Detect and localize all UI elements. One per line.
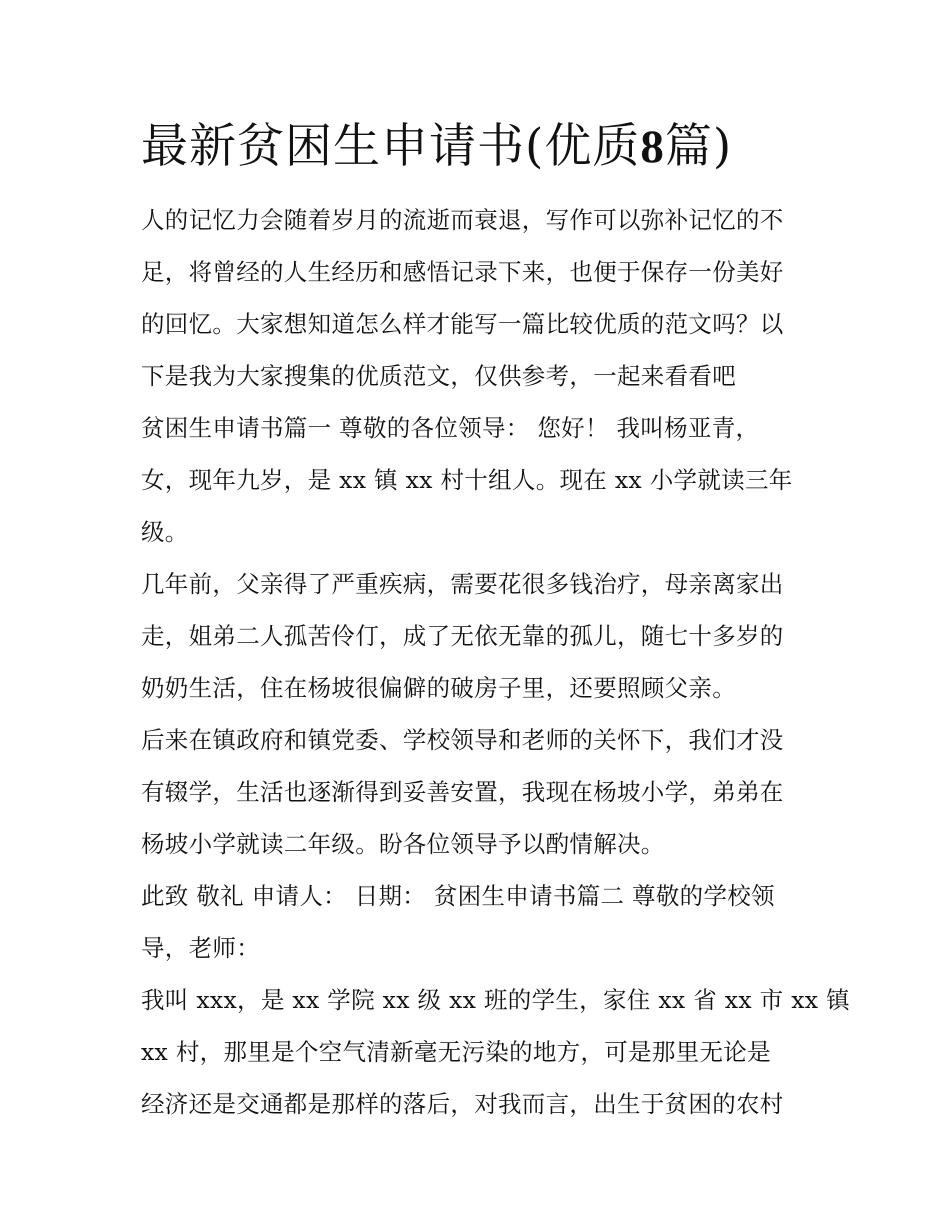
paragraph-letter-two-intro (141, 974, 850, 1130)
text-line: 此致 敬礼 申请人： 日期： 贫困生申请书篇二 尊敬的学校领 (141, 882, 775, 910)
text-line: 人的记忆力会随着岁月的流逝而衰退，写作可以弥补记忆的不 (141, 206, 784, 234)
text-line: 奶奶生活，住在杨坡很偏僻的破房子里，还要照顾父亲。 (141, 674, 736, 702)
text-line: xx 村，那里是个空气清新毫无污染的地方，可是那里无论是 (141, 1038, 771, 1066)
text-line: 的回忆。大家想知道怎么样才能写一篇比较优质的范文吗？以 (141, 310, 784, 338)
text-line: 走，姐弟二人孤苦伶仃，成了无依无靠的孤儿，随七十多岁的 (141, 622, 784, 650)
text-line: 后来在镇政府和镇党委、学校领导和老师的关怀下，我们才没 (141, 726, 784, 754)
text-line: 经济还是交通都是那样的落后，对我而言，出生于贫困的农村 (141, 1090, 784, 1118)
text-line: 下是我为大家搜集的优质范文，仅供参考，一起来看看吧 (141, 362, 736, 390)
text-line: 导，老师： (141, 934, 260, 962)
paragraph-intro (141, 194, 821, 402)
text-line: 杨坡小学就读二年级。盼各位领导予以酌情解决。 (141, 830, 665, 858)
document-body (141, 194, 850, 1130)
text-line: 贫困生申请书篇一 尊敬的各位领导： 您好！ 我叫杨亚青， (141, 414, 760, 442)
paragraph-family-background (141, 558, 821, 714)
title-number: 8 (640, 121, 665, 173)
document-title (141, 114, 732, 180)
text-line: 有辍学，生活也逐渐得到妥善安置，我现在杨坡小学，弟弟在 (141, 778, 784, 806)
text-line: 女，现年九岁，是 xx 镇 xx 村十组人。现在 xx 小学就读三年 (141, 466, 793, 494)
title-prefix: 最新贫困生申请书(优质 (141, 119, 641, 174)
paragraph-school-support (141, 714, 821, 870)
text-line: 足，将曾经的人生经历和感悟记录下来，也便于保存一份美好 (141, 258, 784, 286)
text-line: 我叫 xxx，是 xx 学院 xx 级 xx 班的学生，家住 xx 省 xx 市 xx 镇 (141, 986, 850, 1014)
paragraph-closing-and-letter-two (141, 870, 821, 974)
paragraph-letter-one-opening (141, 402, 821, 558)
text-line: 几年前，父亲得了严重疾病，需要花很多钱治疗，母亲离家出 (141, 570, 784, 598)
title-suffix: 篇) (664, 119, 733, 174)
text-line: 级。 (141, 518, 189, 546)
